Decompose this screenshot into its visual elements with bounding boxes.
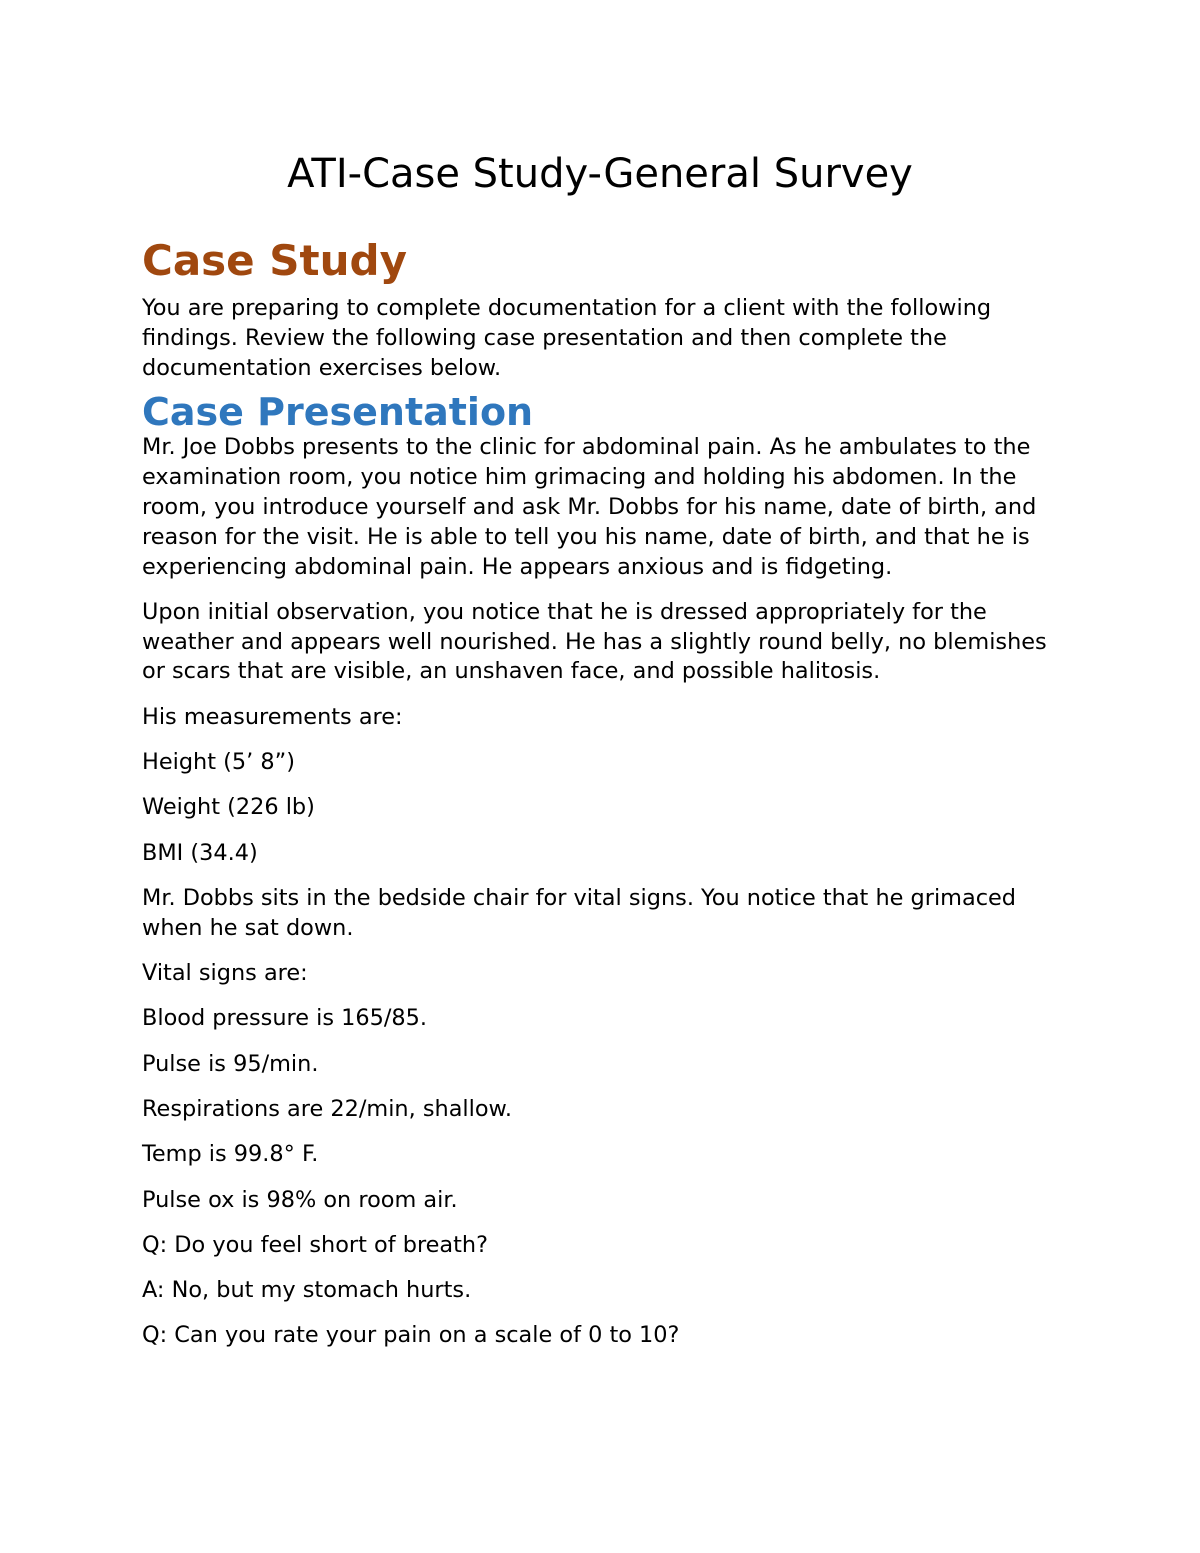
dialogue-line: Q: Can you rate your pain on a scale of 0 to 10? <box>142 1322 680 1349</box>
presentation-paragraph: Upon initial observation, you notice that he is dressed appropriately for the weather and appears well nourished. He has a slightly round belly, no blemishes or scars that are visible, an unshaven face, and possible halitosis. <box>142 598 1047 685</box>
dialogue-line: Q: Do you feel short of breath? <box>142 1231 489 1258</box>
measurement-item: Weight (226 lb) <box>142 794 315 821</box>
vital-sign-item: Pulse is 95/min. <box>142 1050 319 1077</box>
presentation-paragraph: Mr. Joe Dobbs presents to the clinic for abdominal pain. As he ambulates to the examination room, you notice him grimacing and holding his abdomen. In the room, you introduce yourself and ask Mr. Dobbs for his name, date of birth, and reason for the visit. He is able to tell you his name, date of birth, and that he is experiencing abdominal pain. He appears anxious and is fidgeting. <box>142 434 1037 580</box>
vital-sign-item: Respirations are 22/min, shallow. <box>142 1095 512 1122</box>
case-study-intro: You are preparing to complete documentation for a client with the following findings. Review the following case presentation and then complete the documentation exercises below. <box>142 295 992 381</box>
vitals-label: Vital signs are: <box>142 960 308 987</box>
case-study-heading: Case Study <box>142 236 407 285</box>
measurements-label: His measurements are: <box>142 703 403 730</box>
vital-sign-item: Temp is 99.8° F. <box>142 1141 319 1168</box>
dialogue-line: A: No, but my stomach hurts. <box>142 1277 472 1304</box>
measurement-item: BMI (34.4) <box>142 839 258 866</box>
vital-sign-item: Blood pressure is 165/85. <box>142 1005 428 1032</box>
vitals-intro: Mr. Dobbs sits in the bedside chair for vital signs. You notice that he grimaced when he sat down. <box>142 884 1016 941</box>
measurement-item: Height (5’ 8”) <box>142 749 295 776</box>
case-presentation-heading: Case Presentation <box>142 390 534 435</box>
document-body <box>142 232 1062 1367</box>
vital-sign-item: Pulse ox is 98% on room air. <box>142 1186 458 1213</box>
document-title: ATI-Case Study-General Survey <box>287 151 913 197</box>
